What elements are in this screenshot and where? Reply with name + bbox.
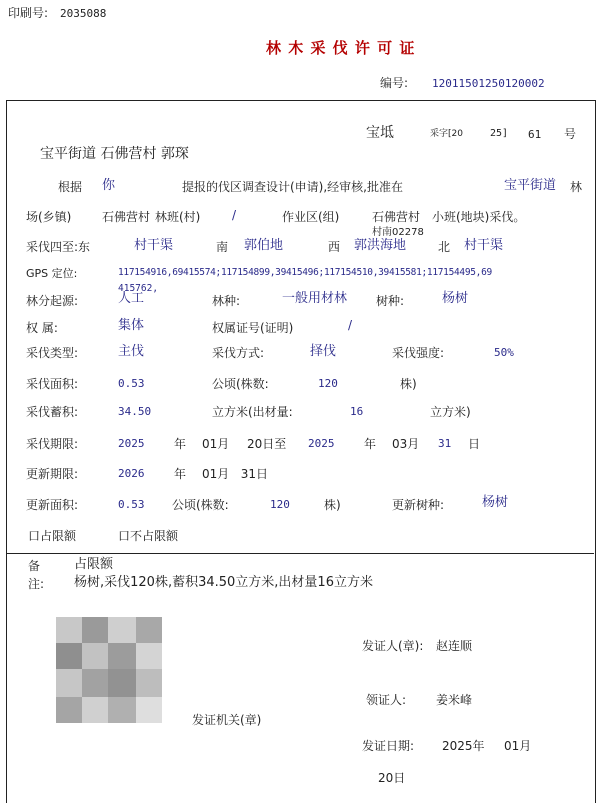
period-year-1: 年 xyxy=(174,437,187,451)
issuer-label: 发证人(章): xyxy=(362,639,424,653)
ownership-cert-label: 权属证号(证明) xyxy=(212,321,294,335)
zone-slash: / xyxy=(232,208,237,222)
cut-method: 择伐 xyxy=(310,344,337,359)
serial-label: 编号: xyxy=(380,76,409,90)
xiaoban-value: 石佛营村 xyxy=(372,210,421,224)
period-year-2: 年 xyxy=(364,437,377,451)
ownership-cert-value: / xyxy=(348,318,353,332)
origin-value: 人工 xyxy=(118,291,145,306)
gps-line1: 117154916,69415574;117154899,39415496;117154510,39415581;117154495,69 xyxy=(118,267,492,278)
document-title: 林 木 采 伐 许 可 证 xyxy=(266,39,416,57)
bound-north-label: 北 xyxy=(438,240,451,254)
renew-area-unit: 公顷(株数: xyxy=(172,498,229,512)
area-trees: 120 xyxy=(318,377,338,390)
official-seal-image xyxy=(56,617,162,723)
cert-prefix: 宝坻 xyxy=(366,125,394,141)
remarks-line2: 杨树,采伐120株,蓄积34.50立方米,出材量16立方米 xyxy=(74,575,373,590)
receiver-label: 领证人: xyxy=(366,693,407,707)
volume-output: 16 xyxy=(350,405,364,418)
renew-month-day: 01月 31日 xyxy=(202,467,268,481)
renew-period-label: 更新期限: xyxy=(26,467,79,481)
bound-north: 村干渠 xyxy=(464,238,504,253)
bound-south-label: 南 xyxy=(216,240,229,254)
linban-label: 林班(村) xyxy=(155,210,201,224)
applicant: 宝平街道 石佛营村 郭琛 xyxy=(40,146,189,162)
area-value: 0.53 xyxy=(118,377,145,390)
area-unit-label: 公顷(株数: xyxy=(212,377,269,391)
volume-value: 34.50 xyxy=(118,405,152,418)
quota-option-1: 口占限额 xyxy=(28,529,77,543)
bound-south: 郭伯地 xyxy=(244,238,284,253)
volume-unit-end: 立方米) xyxy=(430,405,471,419)
xiaoban-label: 小班(地块)采伐。 xyxy=(432,210,526,224)
volume-unit-label: 立方米(出材量: xyxy=(212,405,293,419)
volume-label: 采伐蓄积: xyxy=(26,405,79,419)
bound-east: 村干渠 xyxy=(134,238,174,253)
gps-label: GPS 定位: xyxy=(26,267,78,280)
intro-ni: 你 xyxy=(102,178,116,193)
renew-area-value: 0.53 xyxy=(118,498,145,511)
cert-suffix: 号 xyxy=(564,127,577,141)
cut-type: 主伐 xyxy=(118,344,145,359)
issue-date-label: 发证日期: xyxy=(362,739,415,753)
species: 杨树 xyxy=(442,291,469,306)
renew-area-label: 更新面积: xyxy=(26,498,79,512)
forest-kind-label: 林种: xyxy=(212,294,241,308)
ownership-label: 权 属: xyxy=(26,321,58,335)
ownership-value: 集体 xyxy=(118,318,145,333)
intro-place: 宝平街道 xyxy=(504,178,557,193)
remarks-divider xyxy=(7,553,594,554)
linban-value: 石佛营村 xyxy=(102,210,151,224)
renew-species: 杨树 xyxy=(482,495,509,510)
cert-num: 61 xyxy=(528,128,542,141)
intro-text: 提报的伐区调查设计(申请),经审核,批准在 xyxy=(182,180,403,194)
bound-west: 郭洪海地 xyxy=(354,238,407,253)
intro-genju: 根据 xyxy=(58,180,83,194)
remarks-bei: 备 xyxy=(28,559,41,573)
issue-date-day: 20日 xyxy=(378,771,406,785)
serial-number: 12011501250120002 xyxy=(432,77,545,90)
period-start-month: 01月 xyxy=(202,437,230,451)
origin-label: 林分起源: xyxy=(26,294,79,308)
period-start-day: 20日至 xyxy=(247,437,287,451)
issuer-name: 赵连顺 xyxy=(436,639,473,653)
period-label: 采伐期限: xyxy=(26,437,79,451)
cert-word: 采字[20 xyxy=(430,129,463,139)
quota-option-2: 口不占限额 xyxy=(118,529,179,543)
period-start-year: 2025 xyxy=(118,437,145,450)
forest-kind: 一般用材林 xyxy=(282,291,348,306)
period-end-day: 31 xyxy=(438,437,452,450)
cut-type-label: 采伐类型: xyxy=(26,346,79,360)
area-unit-end: 株) xyxy=(400,377,417,391)
print-number: 2035088 xyxy=(60,7,107,20)
cut-intensity-label: 采伐强度: xyxy=(392,346,445,360)
period-day-unit: 日 xyxy=(468,437,481,451)
issue-date-month: 01月 xyxy=(504,739,532,753)
xiaoban-sub: 村南02278 xyxy=(372,227,424,238)
print-number-label: 印刷号: xyxy=(8,6,49,20)
renew-trees-unit: 株) xyxy=(324,498,341,512)
renew-year: 2026 xyxy=(118,467,145,480)
remarks-zhu: 注: xyxy=(28,577,45,591)
period-end-year: 2025 xyxy=(308,437,335,450)
cut-method-label: 采伐方式: xyxy=(212,346,265,360)
species-label: 树种: xyxy=(376,294,405,308)
area-label: 采伐面积: xyxy=(26,377,79,391)
remarks-line1: 占限额 xyxy=(74,557,114,572)
gps-line2: 415762, xyxy=(118,283,159,294)
issue-date-year: 2025年 xyxy=(442,739,485,753)
renew-trees: 120 xyxy=(270,498,290,511)
bound-west-label: 西 xyxy=(328,240,341,254)
township-label: 场(乡镇) xyxy=(26,210,72,224)
cut-intensity: 50% xyxy=(494,346,514,359)
intro-lin: 林 xyxy=(570,180,583,194)
receiver-name: 姜米峰 xyxy=(436,693,473,707)
issuing-authority-label: 发证机关(章) xyxy=(192,713,262,727)
period-end-month: 03月 xyxy=(392,437,420,451)
bounds-label: 采伐四至:东 xyxy=(26,240,91,254)
renew-year-unit: 年 xyxy=(174,467,187,481)
renew-species-label: 更新树种: xyxy=(392,498,445,512)
cert-year: 25] xyxy=(490,128,509,139)
zone-label: 作业区(组) xyxy=(282,210,340,224)
